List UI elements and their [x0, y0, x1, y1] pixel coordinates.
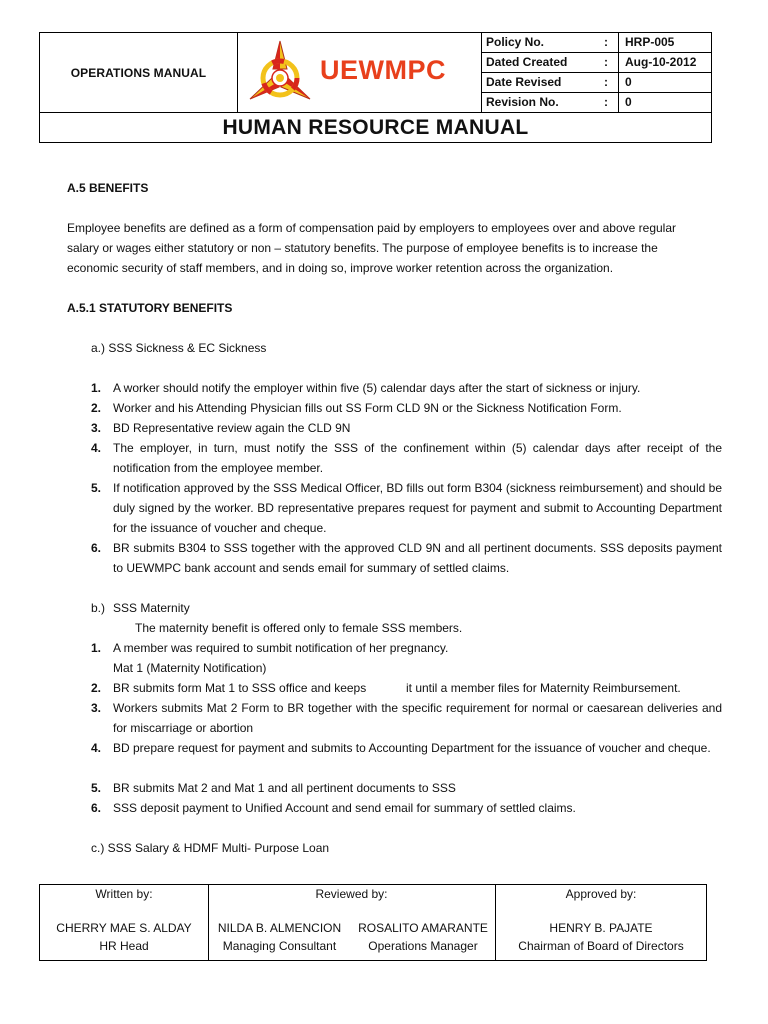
list-item: BR submits B304 to SSS together with the approved CLD 9N and all pertinent documents. SSS deposits payment to UEWMPC bank account and sends email for summary of settled claims.	[113, 541, 722, 575]
uewmpc-logo-icon	[246, 39, 314, 107]
reviewer-1-name: NILDA B. ALMENCION	[217, 921, 342, 935]
revision-no-sep: :	[604, 95, 608, 109]
logo-block	[238, 33, 481, 112]
date-revised-label: Date Revised	[486, 75, 562, 89]
list-item-sub: Mat 1 (Maternity Notification)	[113, 661, 267, 675]
header-table	[39, 32, 712, 143]
policy-no-sep: :	[604, 35, 608, 49]
list-number: 4.	[91, 441, 102, 455]
reviewer-1-role: Managing Consultant	[222, 939, 337, 953]
document-title: HUMAN RESOURCE MANUAL	[222, 116, 529, 139]
header-divider	[481, 72, 711, 73]
approver-name: HENRY B. PAJATE	[549, 921, 653, 935]
list-number: 6.	[91, 541, 102, 555]
section-heading: A.5 BENEFITS	[67, 181, 149, 195]
reviewer-2-role: Operations Manager	[368, 939, 478, 953]
signature-table	[39, 884, 707, 961]
part-b-label: b.)	[91, 601, 106, 615]
revision-no-label: Revision No.	[486, 95, 559, 109]
date-revised-sep: :	[604, 75, 608, 89]
list-number: 1.	[91, 381, 102, 395]
list-number: 4.	[91, 741, 102, 755]
list-number: 3.	[91, 421, 102, 435]
list-number: 1.	[91, 641, 102, 655]
header-divider	[481, 92, 711, 93]
list-item: A worker should notify the employer within five (5) calendar days after the start of sickness or injury.	[113, 381, 641, 395]
list-number: 5.	[91, 481, 102, 495]
written-by-label: Written by:	[95, 887, 153, 901]
list-item: The employer, in turn, must notify the SSS of the confinement within (5) calendar days after receipt of the notification from the employee member.	[113, 441, 722, 475]
approver-role: Chairman of Board of Directors	[518, 939, 684, 953]
part-b-title: SSS Maternity	[113, 601, 190, 615]
list-item: Worker and his Attending Physician fills out SS Form CLD 9N or the Sickness Notification Form.	[113, 401, 622, 415]
intro-line-1: Employee benefits are defined as a form of compensation paid by employers to employees over and above regular	[67, 221, 677, 235]
list-number: 2.	[91, 681, 102, 695]
policy-no-label: Policy No.	[486, 35, 545, 49]
brand-name: UEWMPC	[320, 55, 446, 85]
approved-by-label: Approved by:	[565, 887, 637, 901]
revision-no-value: 0	[625, 95, 632, 109]
intro-line-3: economic security of staff members, and in doing so, improve worker retention across the organization.	[67, 261, 614, 275]
intro-line-2: salary or wages either statutory or non – statutory benefits. The purpose of employee benefits is to increase the	[67, 241, 658, 255]
part-b-note: The maternity benefit is offered only to female SSS members.	[135, 621, 463, 635]
list-item: BD Representative review again the CLD 9N	[113, 421, 351, 435]
list-number: 6.	[91, 801, 102, 815]
part-a-label: a.) SSS Sickness & EC Sickness	[91, 341, 267, 355]
date-revised-value: 0	[625, 75, 632, 89]
list-item: Workers submits Mat 2 Form to BR together with the specific requirement for normal or caesarean deliveries and for miscarriage or abortion	[113, 701, 722, 735]
writer-name: CHERRY MAE S. ALDAY	[56, 921, 192, 935]
list-item: BR submits form Mat 1 to SSS office and keeps	[113, 681, 367, 695]
list-item-cont: it until a member files for Maternity Reimbursement.	[406, 681, 681, 695]
writer-role: HR Head	[99, 939, 149, 953]
dated-created-label: Dated Created	[486, 55, 568, 69]
policy-no-value: HRP-005	[625, 35, 675, 49]
list-number: 2.	[91, 401, 102, 415]
dated-created-sep: :	[604, 55, 608, 69]
list-item: If notification approved by the SSS Medical Officer, BD fills out form B304 (sickness reimbursement) and should be duly signed by the worker. BD representative prepares request for payment and submit to Accounting Department for the issuance of voucher and cheque.	[113, 481, 722, 535]
list-item: A member was required to sumbit notification of her pregnancy.	[113, 641, 449, 655]
reviewed-by-label: Reviewed by:	[315, 887, 388, 901]
dated-created-value: Aug-10-2012	[625, 55, 697, 69]
operations-manual-label: OPERATIONS MANUAL	[70, 65, 207, 80]
header-divider	[481, 52, 711, 53]
part-c-label: c.) SSS Salary & HDMF Multi- Purpose Loan	[91, 841, 330, 855]
list-item: BR submits Mat 2 and Mat 1 and all pertinent documents to SSS	[113, 781, 456, 795]
statutory-subheading: A.5.1 STATUTORY BENEFITS	[67, 301, 233, 315]
list-item: BD prepare request for payment and submits to Accounting Department for the issuance of voucher and cheque.	[113, 741, 711, 755]
list-number: 5.	[91, 781, 102, 795]
list-number: 3.	[91, 701, 102, 715]
list-item: SSS deposit payment to Unified Account and send email for summary of settled claims.	[113, 801, 576, 815]
reviewer-2-name: ROSALITO AMARANTE	[358, 921, 488, 935]
